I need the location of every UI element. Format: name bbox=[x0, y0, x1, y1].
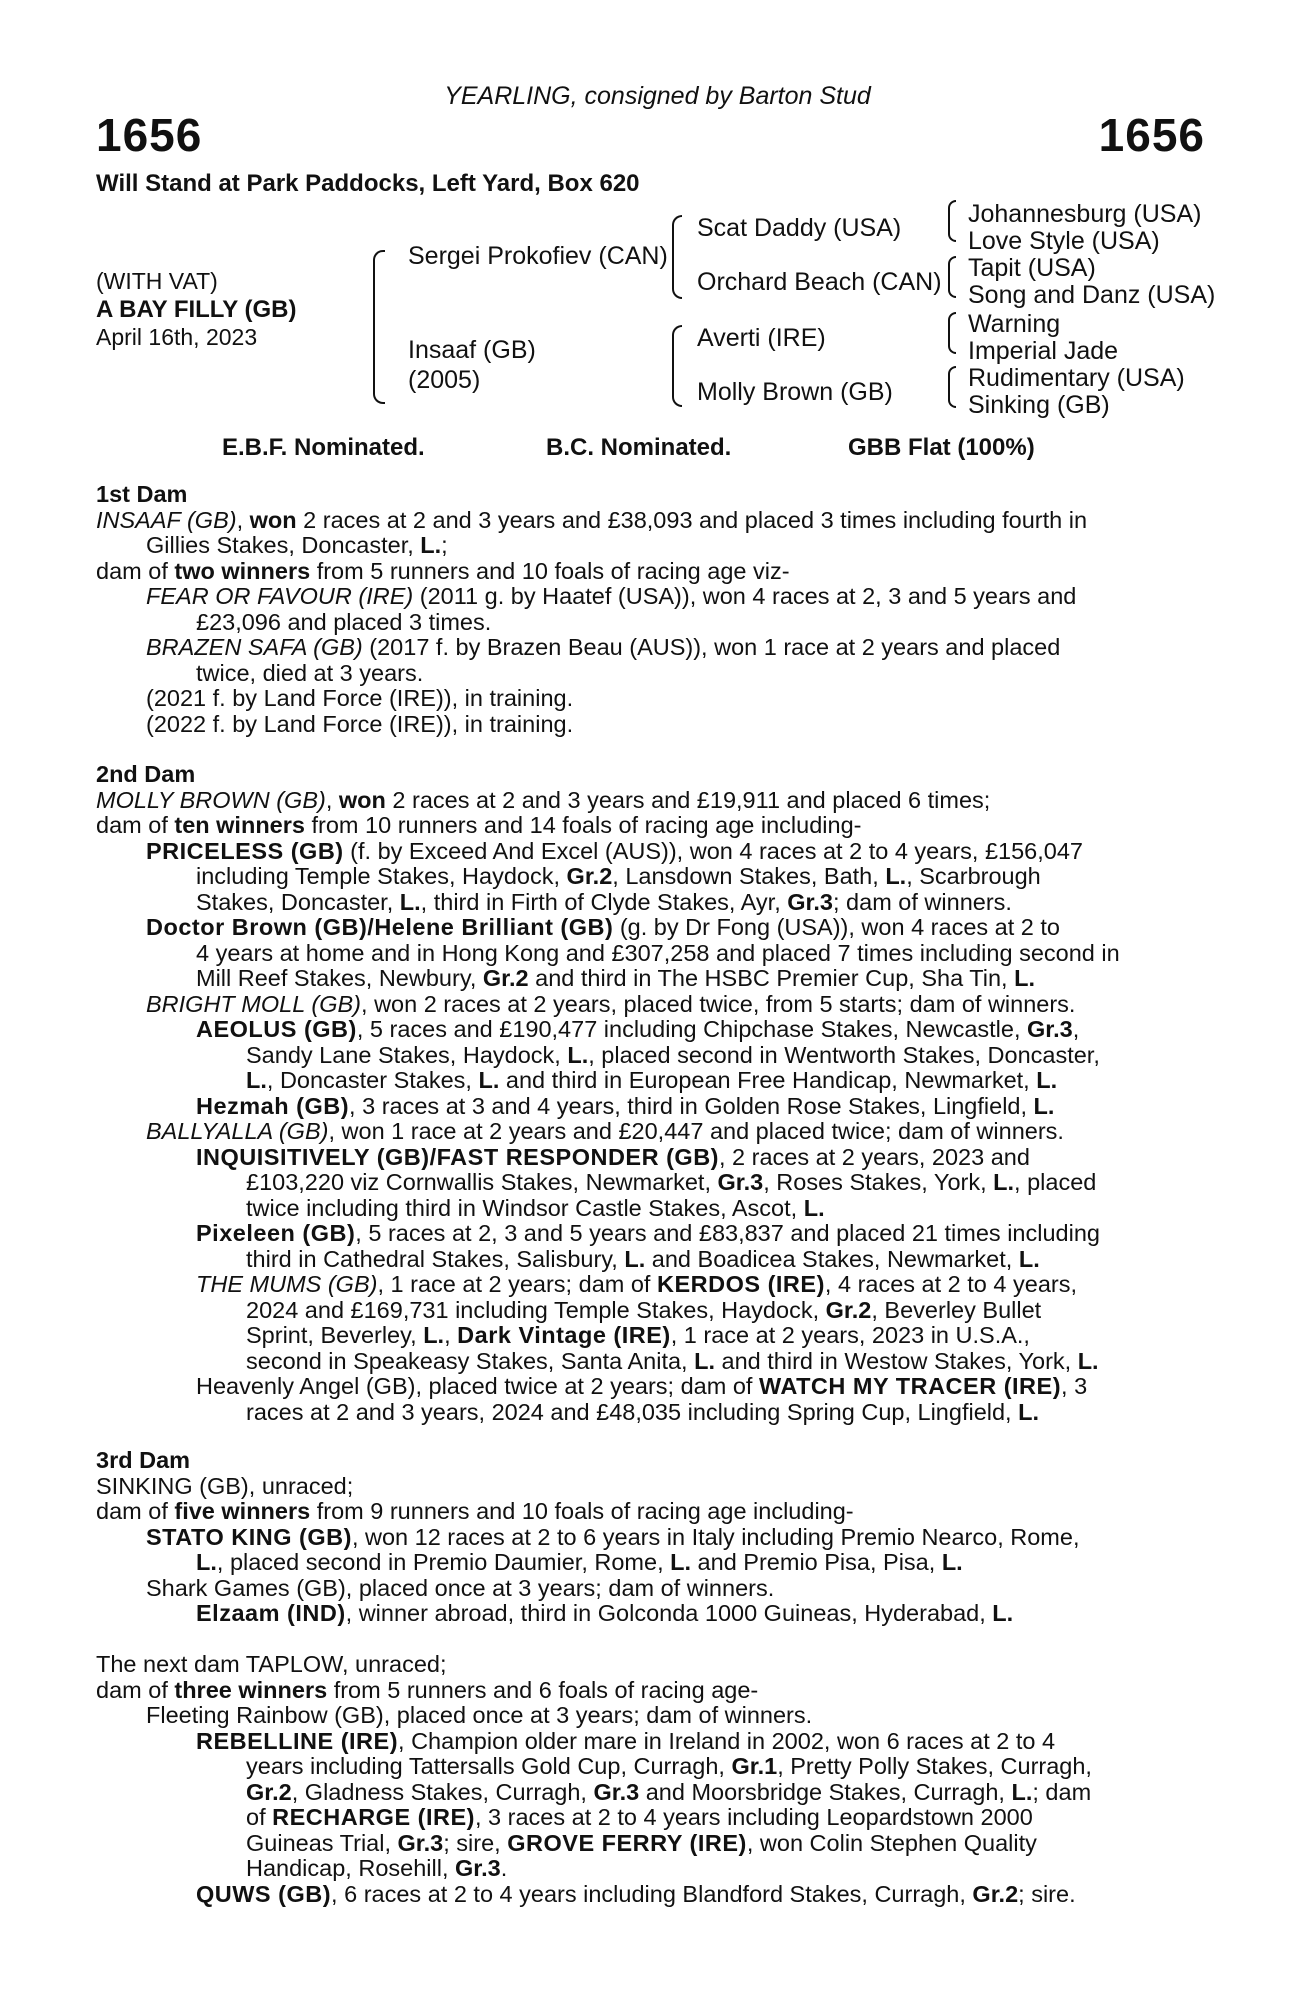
vat-label: (WITH VAT) bbox=[96, 268, 218, 294]
produce-pixeleen: Pixeleen (GB), 5 races at 2, 3 and 5 years and £83,837 and placed 21 times including third in Cathedral Stakes, Salisbury, L. and Boadicea Stakes, Newmarket, L. bbox=[196, 1220, 1100, 1272]
produce-hezmah: Hezmah (GB), 3 races at 3 and 4 years, third in Golden Rose Stakes, Lingfield, L. bbox=[196, 1092, 1055, 1119]
first-dam-record: INSAAF (GB), won 2 races at 2 and 3 years and £38,093 and placed 3 times including fourth in Gillies Stakes, Doncaster, L.; bbox=[96, 506, 1088, 558]
produce-elzaam: Elzaam (IND), winner abroad, third in Golconda 1000 Guineas, Hyderabad, L. bbox=[196, 1600, 1014, 1626]
produce-2022: (2022 f. by Land Force (IRE)), in training. bbox=[146, 710, 574, 737]
second-dam-section bbox=[96, 762, 1206, 1425]
third-dam-heading: 3rd Dam bbox=[96, 1447, 191, 1473]
produce-fleeting-rainbow: Fleeting Rainbow (GB), placed once at 3 years; dam of winners. bbox=[146, 1702, 813, 1728]
produce-rebelline: REBELLINE (IRE), Champion older mare in Ireland in 2002, won 6 races at 2 to 4 years including Tattersalls Gold Cup, Curragh, Gr.1, Pretty Polly Stakes, Curragh, Gr.2, Gladness Stakes, Curragh, Gr.3 and Moorsbridge Stakes, Curragh, L.; dam of RECHARGE (IRE), 3 races at 2 to 4 years including Leopardstown 2000 Guineas Trial, Gr.3; sire, GROVE FERRY (IRE), won Colin Stephen Quality Handicap, Rosehill, Gr.3. bbox=[196, 1727, 1092, 1881]
ebf-nomination: E.B.F. Nominated. bbox=[222, 434, 425, 461]
consignment-line: YEARLING, consigned by Barton Stud bbox=[444, 82, 871, 110]
lot-number-right: 1656 bbox=[1098, 109, 1205, 161]
third-dam-record: SINKING (GB), unraced; bbox=[96, 1472, 354, 1499]
pedigree-sd: Orchard Beach (CAN) bbox=[697, 268, 942, 296]
pedigree-brace-main bbox=[373, 250, 385, 404]
produce-stato-king: STATO KING (GB), won 12 races at 2 to 6 years in Italy including Premio Nearco, Rome, L., placed second in Premio Daumier, Rome, L. and Premio Pisa, Pisa, L. bbox=[146, 1523, 1080, 1575]
bc-nomination: B.C. Nominated. bbox=[546, 434, 732, 461]
first-dam-produce-summary: dam of two winners from 5 runners and 10 foals of racing age viz- bbox=[96, 557, 790, 584]
produce-doctor-brown: Doctor Brown (GB)/Helene Brilliant (GB) (g. by Dr Fong (USA)), won 4 races at 2 to 4 years at home and in Hong Kong and £307,258 and placed 7 times including second in Mill Reef Stakes, Newbury, Gr.2 and third in The HSBC Premier Cup, Sha Tin, L. bbox=[146, 914, 1120, 991]
produce-bright-moll: BRIGHT MOLL (GB), won 2 races at 2 years, placed twice, from 5 starts; dam of winners. bbox=[146, 990, 1076, 1017]
produce-heavenly-angel: Heavenly Angel (GB), placed twice at 2 years; dam of WATCH MY TRACER (IRE), 3 races at 2 and 3 years, 2024 and £48,035 including Spring Cup, Lingfield, L. bbox=[196, 1373, 1088, 1425]
pedigree-brace-dd bbox=[948, 366, 956, 408]
horse-dob: April 16th, 2023 bbox=[96, 324, 258, 350]
second-dam-record: MOLLY BROWN (GB), won 2 races at 2 and 3 years and £19,911 and placed 6 times; bbox=[96, 786, 991, 813]
first-dam-section bbox=[96, 482, 1206, 737]
produce-2021: (2021 f. by Land Force (IRE)), in training. bbox=[146, 685, 574, 711]
pedigree-brace-ss bbox=[948, 200, 956, 242]
pedigree-brace-ds bbox=[948, 312, 956, 354]
stand-location: Will Stand at Park Paddocks, Left Yard, Box 620 bbox=[96, 170, 640, 197]
pedigree-brace-sire bbox=[672, 215, 682, 299]
pedigree-ssd: Love Style (USA) bbox=[968, 227, 1160, 255]
fourth-dam-record: The next dam TAPLOW, unraced; bbox=[96, 1651, 447, 1677]
produce-quws: QUWS (GB), 6 races at 2 to 4 years including Blandford Stakes, Curragh, Gr.2; sire. bbox=[196, 1880, 1076, 1907]
produce-inquisitively: INQUISITIVELY (GB)/FAST RESPONDER (GB), 2 races at 2 years, 2023 and £103,220 viz Cornwallis Stakes, Newmarket, Gr.3, Roses Stakes, York, L., placed twice including third in Windsor Castle Stakes, Ascot, L. bbox=[196, 1143, 1097, 1221]
produce-the-mums: THE MUMS (GB), 1 race at 2 years; dam of KERDOS (IRE), 4 races at 2 to 4 years, 2024 and £169,731 including Temple Stakes, Haydock, Gr.2, Beverley Bullet Sprint, Beverley, L., Dark Vintage (IRE), 1 race at 2 years, 2023 in U.S.A., second in Speakeasy Stakes, Santa Anita, L. and third in Westow Stakes, York, L. bbox=[196, 1271, 1099, 1374]
pedigree-ds: Averti (IRE) bbox=[697, 324, 826, 352]
pedigree-brace-dam bbox=[672, 325, 682, 407]
pedigree-sds: Tapit (USA) bbox=[968, 254, 1096, 282]
pedigree-ss: Scat Daddy (USA) bbox=[697, 214, 902, 242]
horse-name: A BAY FILLY (GB) bbox=[96, 296, 297, 323]
fourth-dam-section bbox=[96, 1652, 1206, 1907]
third-dam-produce-summary: dam of five winners from 9 runners and 10 foals of racing age including- bbox=[96, 1498, 854, 1524]
produce-aeolus: AEOLUS (GB), 5 races and £190,477 including Chipchase Stakes, Newcastle, Gr.3, Sandy Lane Stakes, Haydock, L., placed second in Wentworth Stakes, Doncaster, L., Doncaster Stakes, L. and third in European Free Handicap, Newmarket, L. bbox=[196, 1016, 1100, 1093]
produce-brazen-safa: BRAZEN SAFA (GB) (2017 f. by Brazen Beau (AUS)), won 1 race at 2 years and placed twice, died at 3 years. bbox=[146, 634, 1061, 686]
pedigree-sire: Sergei Prokofiev (CAN) bbox=[408, 242, 668, 270]
pedigree-sdd: Song and Danz (USA) bbox=[968, 281, 1216, 309]
produce-ballyalla: BALLYALLA (GB), won 1 race at 2 years and £20,447 and placed twice; dam of winners. bbox=[146, 1118, 1064, 1144]
pedigree-ddd: Sinking (GB) bbox=[968, 391, 1110, 419]
second-dam-heading: 2nd Dam bbox=[96, 761, 196, 787]
gbb-nomination: GBB Flat (100%) bbox=[848, 434, 1035, 461]
produce-shark-games: Shark Games (GB), placed once at 3 years; dam of winners. bbox=[146, 1574, 775, 1601]
third-dam-section bbox=[96, 1448, 1206, 1627]
pedigree-brace-sd bbox=[948, 256, 956, 298]
produce-fear-or-favour: FEAR OR FAVOUR (IRE) (2011 g. by Haatef (USA)), won 4 races at 2, 3 and 5 years and £23,096 and placed 3 times. bbox=[146, 583, 1077, 635]
pedigree-dsd: Imperial Jade bbox=[968, 337, 1119, 365]
pedigree-dds: Rudimentary (USA) bbox=[968, 364, 1185, 392]
pedigree-dam: Insaaf (GB) bbox=[408, 336, 536, 364]
pedigree-dd: Molly Brown (GB) bbox=[697, 378, 893, 406]
fourth-dam-produce-summary: dam of three winners from 5 runners and 6 foals of racing age- bbox=[96, 1676, 759, 1703]
produce-priceless: PRICELESS (GB) (f. by Exceed And Excel (AUS)), won 4 races at 2 to 4 years, £156,047 including Temple Stakes, Haydock, Gr.2, Lansdown Stakes, Bath, L., Scarbrough Stakes, Doncaster, L., third in Firth of Clyde Stakes, Ayr, Gr.3; dam of winners. bbox=[146, 837, 1083, 915]
pedigree-dss: Warning bbox=[968, 310, 1061, 338]
pedigree-sss: Johannesburg (USA) bbox=[968, 200, 1202, 228]
first-dam-heading: 1st Dam bbox=[96, 481, 188, 507]
lot-number-left: 1656 bbox=[96, 109, 203, 161]
second-dam-produce-summary: dam of ten winners from 10 runners and 14 foals of racing age including- bbox=[96, 812, 862, 838]
pedigree-dam-year: (2005) bbox=[408, 366, 481, 394]
